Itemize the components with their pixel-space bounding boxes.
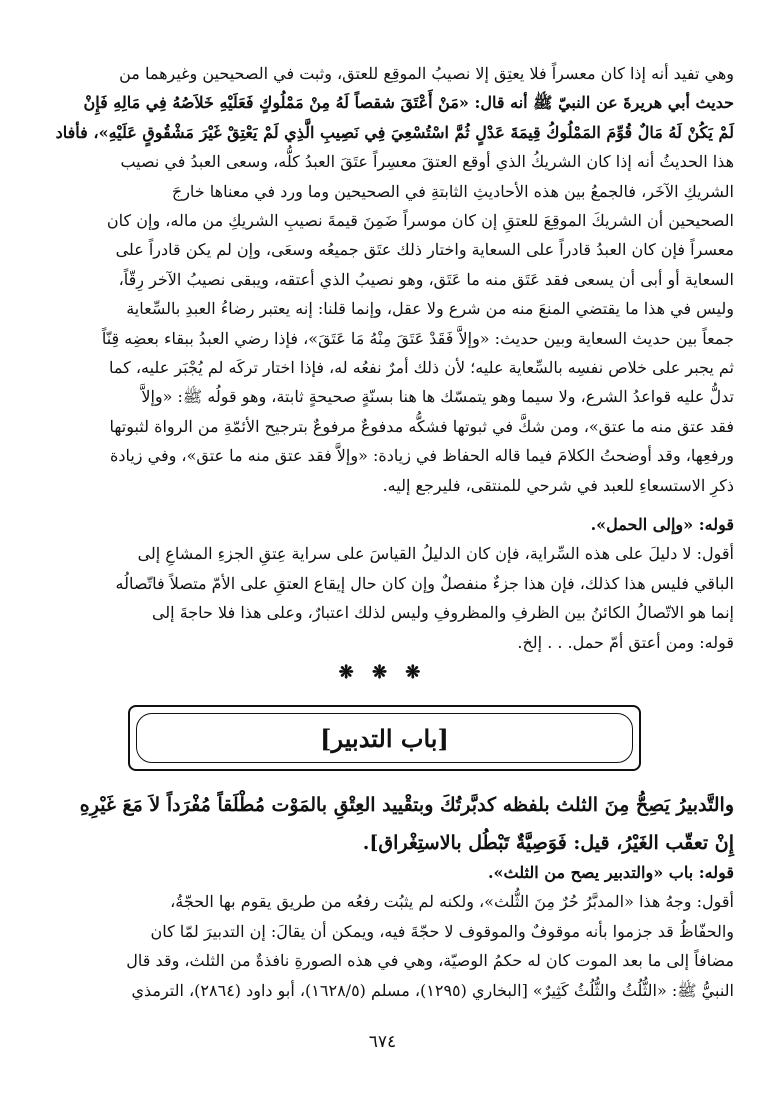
chapter-title-frame [128,705,641,771]
text-line: الصحيحين أن الشريكَ الموقِعَ للعتقِ إن كان موسراً ضَمِنَ قيمةَ نصيبِ الشريكِ من ماله، وإن كان [106,211,734,231]
text-line: أقول: وجهُ هذا «المدبَّرُ حُرٌ مِنَ الثُّلث»، ولكنه لم يثبُت رفعُه من طريق يقوم بها الحجّةُ، [170,892,734,912]
matn-line: والتَّدبيرُ يَصِحُّ مِنَ الثلث بلفظه كدبَّرتُكَ وبتقْييد العِتْقِ بالمَوْت مُطْلَقاً مُفْرَداً لاَ مَعَ غَيْرِهِ [79,794,734,816]
commentary-block-2 [34,510,734,657]
page-number: ٦٧٤ [368,1032,397,1052]
text-line: السعاية أو أبى أن يسعى فقد عَتَق منه ما عَتَق، وهو نصيبُ الذي أعتقه، ويبقى نصيبُ الآخر رِقّاً، [118,269,734,289]
chapter-title: [باب التدبير] [320,723,449,753]
text-line: ثم يجبر على خلاص نفسِه بالسِّعاية عليه؛ لأن ذلك أمرٌ نفعُه له، فإذا اختار تركَه لم يُجْبَر عليه، كما [109,358,734,378]
text-line: قوله: ومن أعتق أمّ حمل. . . إلخ. [517,632,734,652]
text-line: لَمْ يَكُنْ لَهُ مَالٌ قُوِّمَ المَمْلُوكُ قِيمَةَ عَدْلٍ ثُمَّ اسْتُسْعِيَ فِي نَصِيبِ الَّذِي لَمْ يَعْتِقْ غَيْرَ مَشْقُوقٍ عَلَيْهِ»، فأفاد [55,122,734,142]
text-line: والحفّاظُ قد جزموا بأنه موقوفٌ والموقوف لا حجّةَ فيه، ويمكن أن يقالَ: إن التدبيرَ لمّا كان [150,921,734,941]
text-line: ذكرِ الاستسعاءِ للعبد في شرحي للمنتقى، فليرجع إليه. [382,475,734,495]
text-line: هذا الحديثُ أنه إذا كان الشريكُ الذي أوقع العتقَ معسِراً عتَقَ العبدُ كلُّه، وسعى العبدُ في نصيب [120,152,734,172]
section-separator: ❋ ❋ ❋ [338,662,427,683]
text-line: معسراً فإن كان العبدُ قادراً على السعاية واختار ذلك عتَق جميعُه وسعَى، وإن لم يكن قادراً على [115,240,734,260]
chapter-title-inner-frame [136,713,633,763]
text-line: أقول: لا دليلَ على هذه السِّراية، فإن كان الدليلُ القياسَ على سراية عِتقِ الجزءِ المشاعِ إلى [137,544,734,564]
commentary-block-1 [34,59,734,500]
text-line: إنما هو الاتّصالُ الكائنُ بين الظرفِ والمظروفِ وليس لذلك اعتبارٌ، وعلى هذا فلا حاجةَ إلى [151,603,734,623]
qawluh-heading: قوله: باب «والتدبير يصح من الثلث». [487,863,734,882]
text-line: ورفعِها، وقد أوضحتُ الكلامَ فيما قاله الحفاظ في زيادة: «وإلاَّ فقد عتق منه ما عتق»، وفي زيادة [109,446,734,466]
text-line: فقد عتق منه ما عتق»، ومن شكَّ في ثبوتها فشكُّه مدفوعٌ مرفوعٌ بترجيح الأئمّةِ من الرواة لثبوتها [109,416,734,436]
text-line: حديث أبي هريرةَ عن النبيّ ﷺ أنه قال: «مَنْ أَعْتَقَ شقصاً لَهُ مِنْ مَمْلُوكٍ فَعَلَيْهِ خَلاَصُهُ فِي مَالِهِ فَإِنْ [83,93,734,113]
text-line: مضافاً إلى ما بعد الموت كان له حكمُ الوصيّة، وهي في هذه الصورةِ نافذةٌ من الثلث، وقد قال [126,951,734,971]
text-line: النبيُّ ﷺ: «الثُّلُثُ والثُّلُثُ كَثِيرٌ» [البخاري (١٢٩٥)، مسلم (١٦٢٨/٥)، أبو داود (٢٨٦٤)، الترمذي [131,980,734,1000]
text-line: وليس في هذا ما يقتضي المنعَ منه من شرع ولا عقل، وإنما قلنا: إنه يعتبر رضاءُ العبدِ بالسِّعاية [126,299,734,319]
text-line: الباقي فليس هذا كذلك، فإن هذا جزءٌ منفصلٌ وإن كان حال إيقاع العتقِ على الأمّ متصلاً فاتّصالُه [115,573,734,593]
text-line: وهي تفيد أنه إذا كان معسراً فلا يعتِق إلا نصيبُ الموقِع للعتق، وثبت في الصحيحين وغيرهما من [119,64,734,83]
text-line: الشريكِ الآخَر، فالجمعُ بين هذه الأحاديثِ الثابتةِ في الصحيحين وما ورد في معناها خارجَ [171,181,734,201]
text-line: جمعاً بين حديث السعاية وبين حديث: «وإلاَّ فَقَدْ عَتَقَ مِنْهُ مَا عَتَقَ»، فإذا رضي العبدُ ببقاء بعضِه قِنّاً [101,328,734,348]
text-line: تدلُّ عليه قواعدُ الشرع، ولا سيما وهو يتمسّك ها هنا بسنّةٍ صحيحةٍ ثابتة، وهو قولُه ﷺ: «وإلاَّ [141,387,734,407]
matn-line: إِنْ تعقّب الغَيْرُ، قيل: فَوَصِيَّةٌ تَبْطُل بالاستِغْراق]. [362,832,734,854]
matn-block [34,786,734,862]
commentary-block-3 [34,858,734,1005]
qawluh-heading: قوله: «وإلى الحمل». [590,515,734,534]
